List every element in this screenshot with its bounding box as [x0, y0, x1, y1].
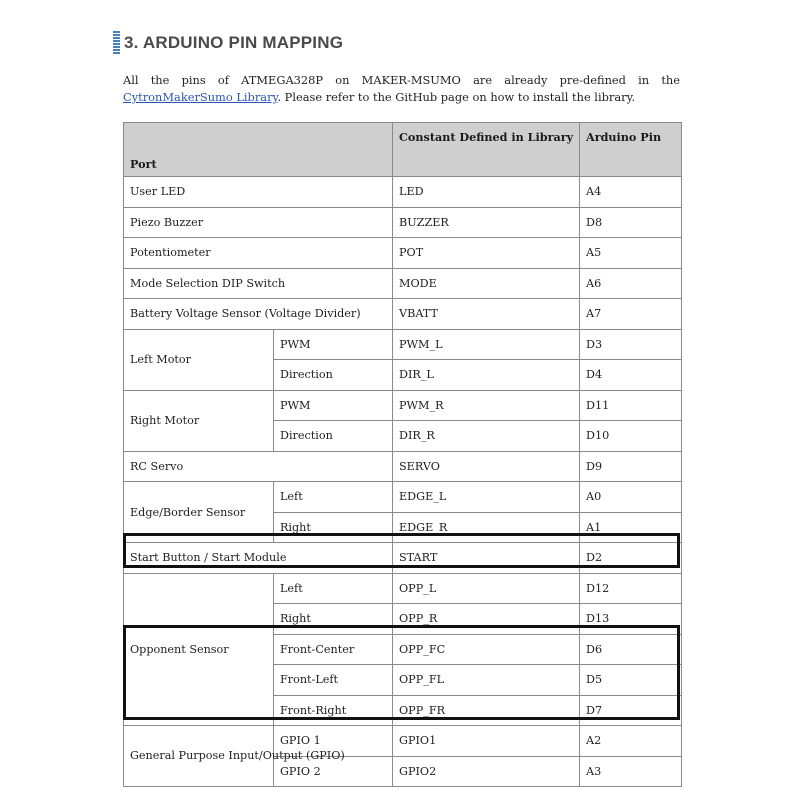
constant-cell: DIR_R: [393, 421, 580, 452]
heading-accent-bar: [113, 31, 120, 55]
pin-cell: D5: [580, 665, 682, 696]
port-cell: User LED: [124, 177, 393, 208]
pin-cell: D4: [580, 360, 682, 391]
intro-rest: . Please refer to the GitHub page on how to install the library.: [277, 90, 636, 104]
pin-cell: A5: [580, 238, 682, 269]
table-row: [124, 726, 682, 757]
table-row: [124, 268, 682, 299]
constant-cell: EDGE_R: [393, 512, 580, 543]
table-row: [124, 451, 682, 482]
table-row: [124, 390, 682, 421]
pin-cell: D11: [580, 390, 682, 421]
constant-cell: LED: [393, 177, 580, 208]
intro-line-1: All the pins of ATMEGA328P on MAKER-MSUMO are already pre-defined in the: [123, 73, 680, 87]
constant-cell: OPP_L: [393, 573, 580, 604]
constant-cell: MODE: [393, 268, 580, 299]
table-row: [124, 299, 682, 330]
constant-cell: OPP_R: [393, 604, 580, 635]
section-heading: [113, 31, 343, 55]
constant-cell: BUZZER: [393, 207, 580, 238]
pin-cell: D6: [580, 634, 682, 665]
pin-cell: D3: [580, 329, 682, 360]
sub-cell: Left: [274, 573, 393, 604]
constant-cell: POT: [393, 238, 580, 269]
sub-cell: Left: [274, 482, 393, 513]
pin-cell: A0: [580, 482, 682, 513]
table-row: [124, 177, 682, 208]
sub-cell: Direction: [274, 360, 393, 391]
pin-cell: D13: [580, 604, 682, 635]
sub-cell: Front-Right: [274, 695, 393, 726]
table-row: [124, 573, 682, 604]
table-row: [124, 543, 682, 574]
table-row: [124, 238, 682, 269]
port-cell: Potentiometer: [124, 238, 393, 269]
sub-cell: Right: [274, 512, 393, 543]
pin-cell: A7: [580, 299, 682, 330]
pin-mapping-table: [123, 122, 682, 787]
sub-cell: GPIO 2: [274, 756, 393, 787]
constant-cell: PWM_L: [393, 329, 580, 360]
sub-cell: PWM: [274, 329, 393, 360]
intro-line-2: [123, 89, 680, 106]
sub-cell: Right: [274, 604, 393, 635]
port-cell: Piezo Buzzer: [124, 207, 393, 238]
port-cell: Start Button / Start Module: [124, 543, 393, 574]
sub-cell: PWM: [274, 390, 393, 421]
pin-cell: D7: [580, 695, 682, 726]
port-cell: Left Motor: [124, 329, 274, 390]
table-row: [124, 482, 682, 513]
constant-cell: GPIO2: [393, 756, 580, 787]
pin-cell: D2: [580, 543, 682, 574]
pin-cell: A3: [580, 756, 682, 787]
port-cell: Opponent Sensor: [124, 573, 274, 726]
port-cell: Right Motor: [124, 390, 274, 451]
sub-cell: Front-Center: [274, 634, 393, 665]
table-row: [124, 329, 682, 360]
pin-cell: D8: [580, 207, 682, 238]
constant-cell: OPP_FL: [393, 665, 580, 696]
sub-cell: Direction: [274, 421, 393, 452]
constant-cell: START: [393, 543, 580, 574]
pin-cell: A2: [580, 726, 682, 757]
sub-cell: Front-Left: [274, 665, 393, 696]
pin-cell: D9: [580, 451, 682, 482]
header-constant: Constant Defined in Library: [393, 123, 580, 177]
constant-cell: SERVO: [393, 451, 580, 482]
library-link[interactable]: CytronMakerSumo Library: [123, 90, 278, 104]
constant-cell: GPIO1: [393, 726, 580, 757]
constant-cell: OPP_FC: [393, 634, 580, 665]
port-cell: General Purpose Input/Output (GPIO): [124, 726, 274, 787]
port-cell: Battery Voltage Sensor (Voltage Divider): [124, 299, 393, 330]
constant-cell: OPP_FR: [393, 695, 580, 726]
table-header-row: [124, 123, 682, 177]
pin-cell: A1: [580, 512, 682, 543]
pin-cell: D12: [580, 573, 682, 604]
constant-cell: EDGE_L: [393, 482, 580, 513]
constant-cell: PWM_R: [393, 390, 580, 421]
pin-cell: D10: [580, 421, 682, 452]
table-row: [124, 207, 682, 238]
intro-paragraph: [123, 72, 680, 106]
port-cell: RC Servo: [124, 451, 393, 482]
header-port: Port: [124, 123, 393, 177]
port-cell: Mode Selection DIP Switch: [124, 268, 393, 299]
port-cell: Edge/Border Sensor: [124, 482, 274, 543]
constant-cell: VBATT: [393, 299, 580, 330]
header-arduino-pin: Arduino Pin: [580, 123, 682, 177]
constant-cell: DIR_L: [393, 360, 580, 391]
sub-cell: GPIO 1: [274, 726, 393, 757]
pin-cell: A6: [580, 268, 682, 299]
heading-title: 3. ARDUINO PIN MAPPING: [124, 33, 344, 52]
pin-cell: A4: [580, 177, 682, 208]
